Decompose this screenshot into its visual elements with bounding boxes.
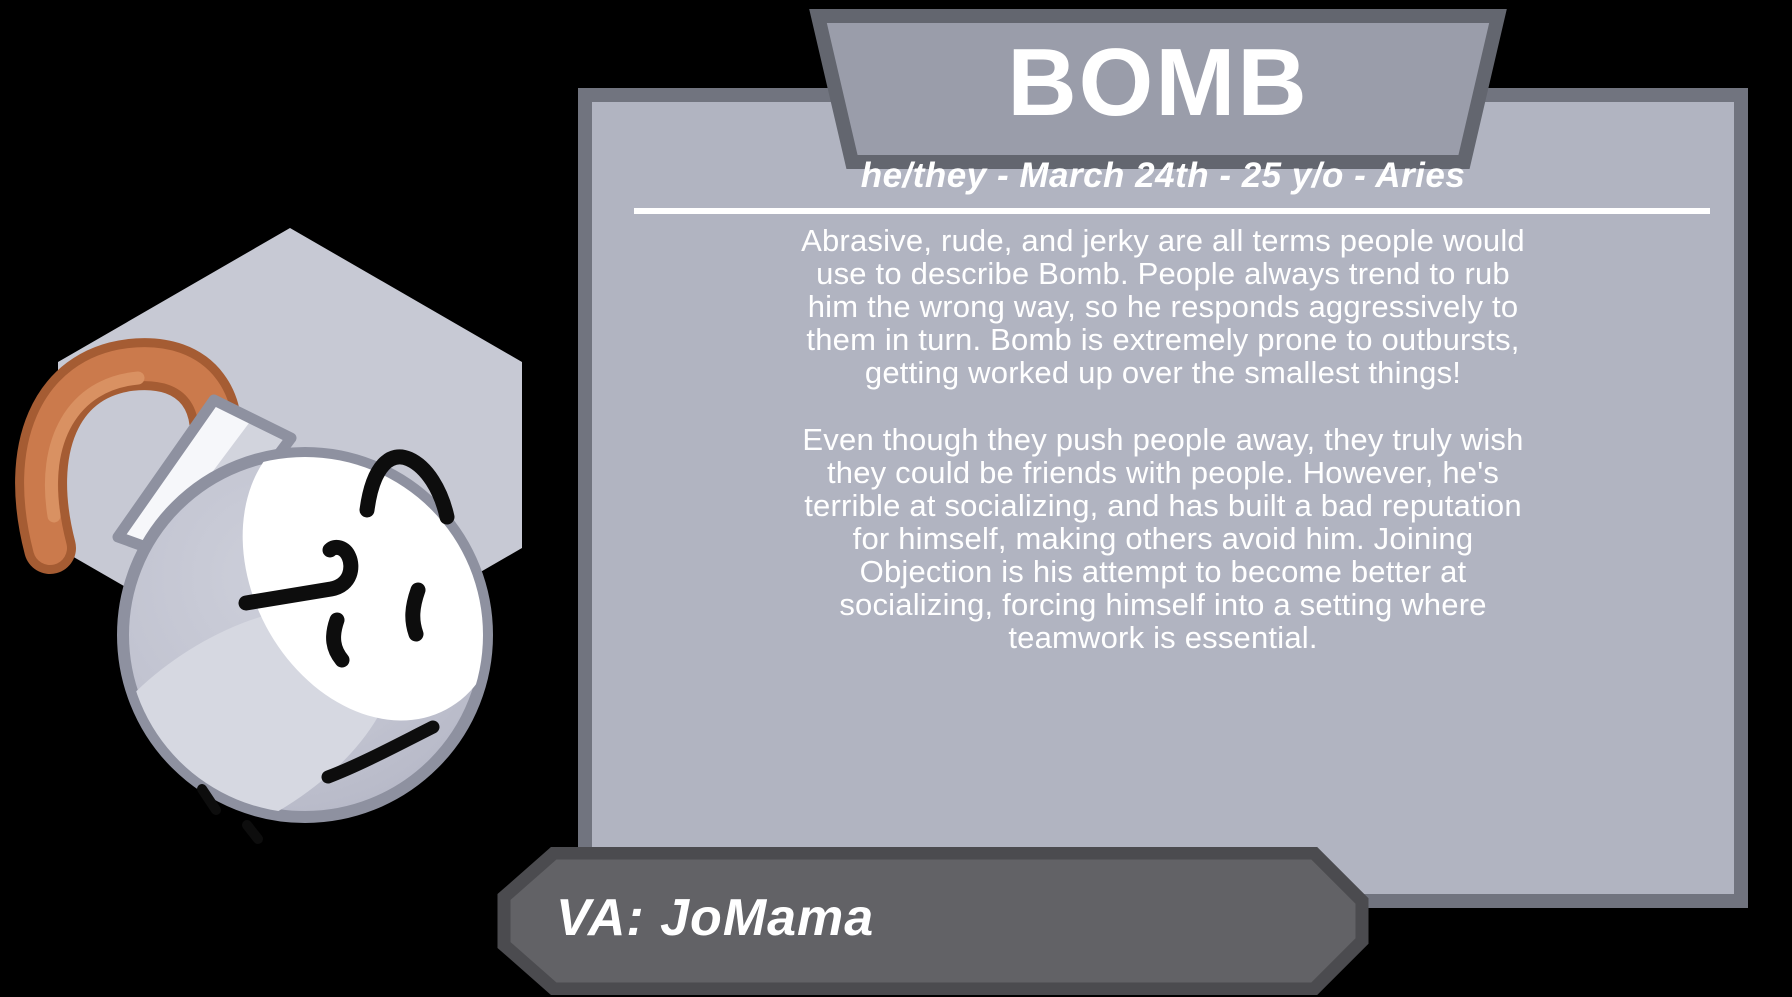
character-stats: he/they - March 24th - 25 y/o - Aries (860, 156, 1466, 195)
bio-line: for himself, making others avoid him. Joining (852, 521, 1474, 556)
bio-line: Even though they push people away, they truly wish (802, 422, 1524, 457)
bio-line: them in turn. Bomb is extremely prone to outbursts, (806, 322, 1520, 357)
voice-actor-badge (496, 847, 1370, 995)
bio-line: socializing, forcing himself into a setting where (839, 587, 1487, 622)
bio-line: Objection is his attempt to become better at (859, 554, 1467, 589)
character-bio (592, 224, 1734, 654)
bio-line: him the wrong way, so he responds aggressively to (807, 289, 1519, 324)
character-name-banner (806, 8, 1510, 170)
bio-line: getting worked up over the smallest things! (864, 355, 1462, 390)
divider-line (634, 208, 1710, 214)
bio-line: terrible at socializing, and has built a bad reputation (804, 488, 1522, 523)
voice-actor-label: VA: JoMama (556, 889, 875, 947)
right-eye-tick (413, 590, 418, 634)
shell-scratch-right (247, 825, 258, 839)
paragraph-gap (592, 389, 1734, 423)
bio-line: use to describe Bomb. People always trend to rub (816, 256, 1510, 291)
bio-line: teamwork is essential. (1008, 620, 1318, 655)
bio-line: Abrasive, rude, and jerky are all terms people would (801, 223, 1525, 258)
left-eye-tick (334, 620, 342, 660)
bio-line: they could be friends with people. However, he's (826, 455, 1500, 490)
character-name: BOMB (1007, 29, 1309, 136)
